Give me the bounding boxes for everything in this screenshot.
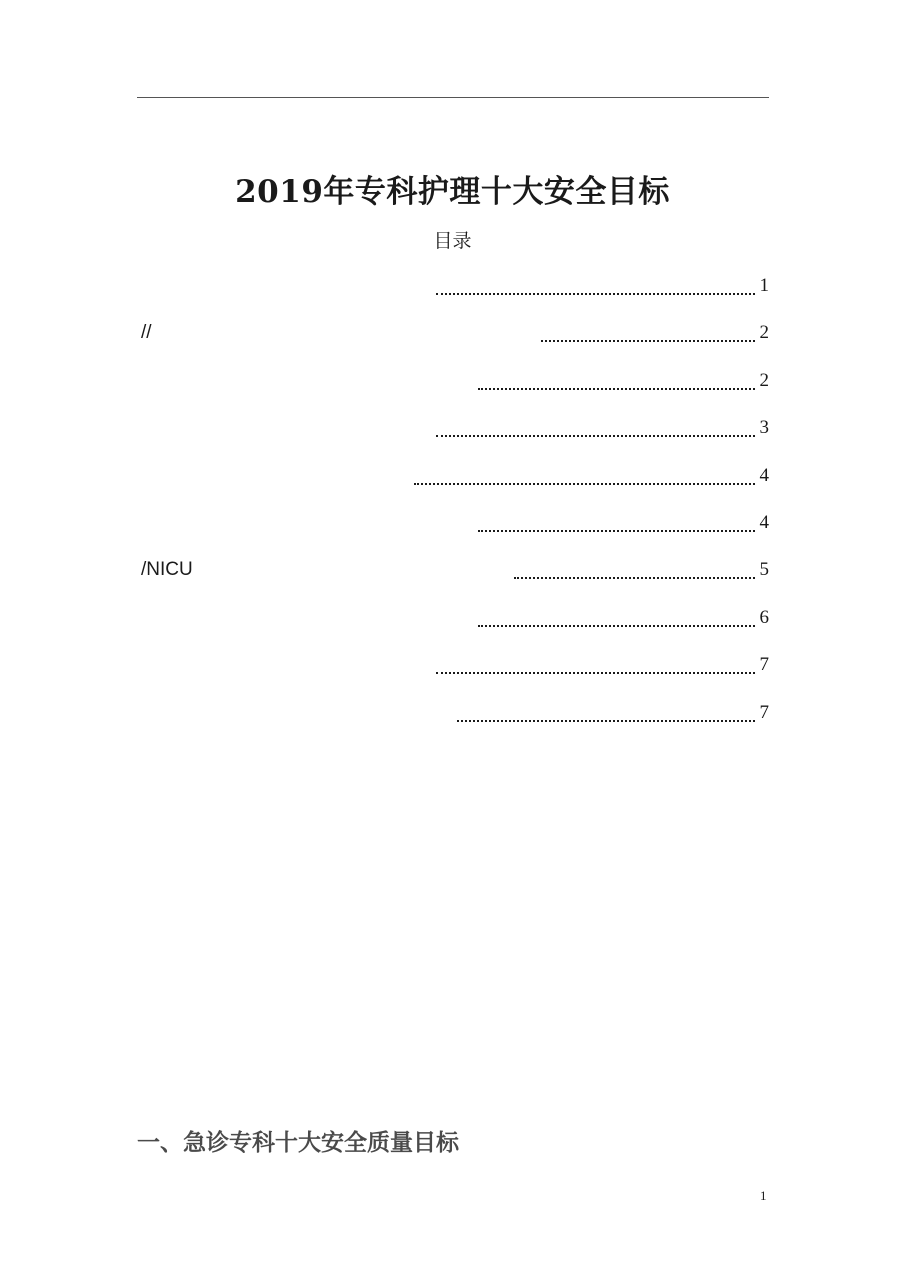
document-title: 2019年专科护理十大安全目标	[235, 174, 670, 210]
toc-entry-prefix: //	[141, 322, 152, 343]
toc-entry[interactable]	[137, 557, 769, 583]
section-heading: 一、急诊专科十大安全质量目标	[137, 1129, 459, 1156]
toc-entry[interactable]	[137, 320, 769, 346]
toc-dot-leader	[436, 273, 755, 295]
toc-entry[interactable]	[137, 415, 769, 441]
toc-dot-leader	[478, 605, 755, 627]
toc-entry[interactable]	[137, 463, 769, 489]
toc-page-number: 6	[759, 607, 769, 628]
toc-page-number: 3	[759, 417, 769, 438]
toc-dot-leader	[478, 368, 755, 390]
toc-dot-leader	[541, 320, 755, 342]
toc-entry[interactable]	[137, 700, 769, 726]
toc-entry[interactable]	[137, 368, 769, 394]
toc-page-number: 7	[759, 654, 769, 675]
toc-page-number: 2	[759, 322, 769, 343]
footer-page-number: 1	[760, 1188, 767, 1203]
toc-entry[interactable]	[137, 510, 769, 536]
toc-page-number: 4	[759, 512, 769, 533]
toc-entry[interactable]	[137, 273, 769, 299]
toc-page-number: 5	[759, 559, 769, 580]
toc-page-number: 7	[759, 702, 769, 723]
toc-page-number: 1	[759, 275, 769, 296]
toc-dot-leader	[514, 557, 755, 579]
toc-page-number: 4	[759, 465, 769, 486]
toc-heading: 目录	[433, 230, 472, 252]
toc-dot-leader	[436, 652, 755, 674]
toc-dot-leader	[436, 415, 755, 437]
toc-dot-leader	[478, 510, 755, 532]
header-rule	[137, 97, 769, 98]
toc-entry-prefix: /NICU	[141, 559, 193, 580]
toc-page-number: 2	[759, 370, 769, 391]
toc-entry[interactable]	[137, 652, 769, 678]
toc-dot-leader	[414, 463, 755, 485]
toc-entry[interactable]	[137, 605, 769, 631]
toc-dot-leader	[457, 700, 755, 722]
